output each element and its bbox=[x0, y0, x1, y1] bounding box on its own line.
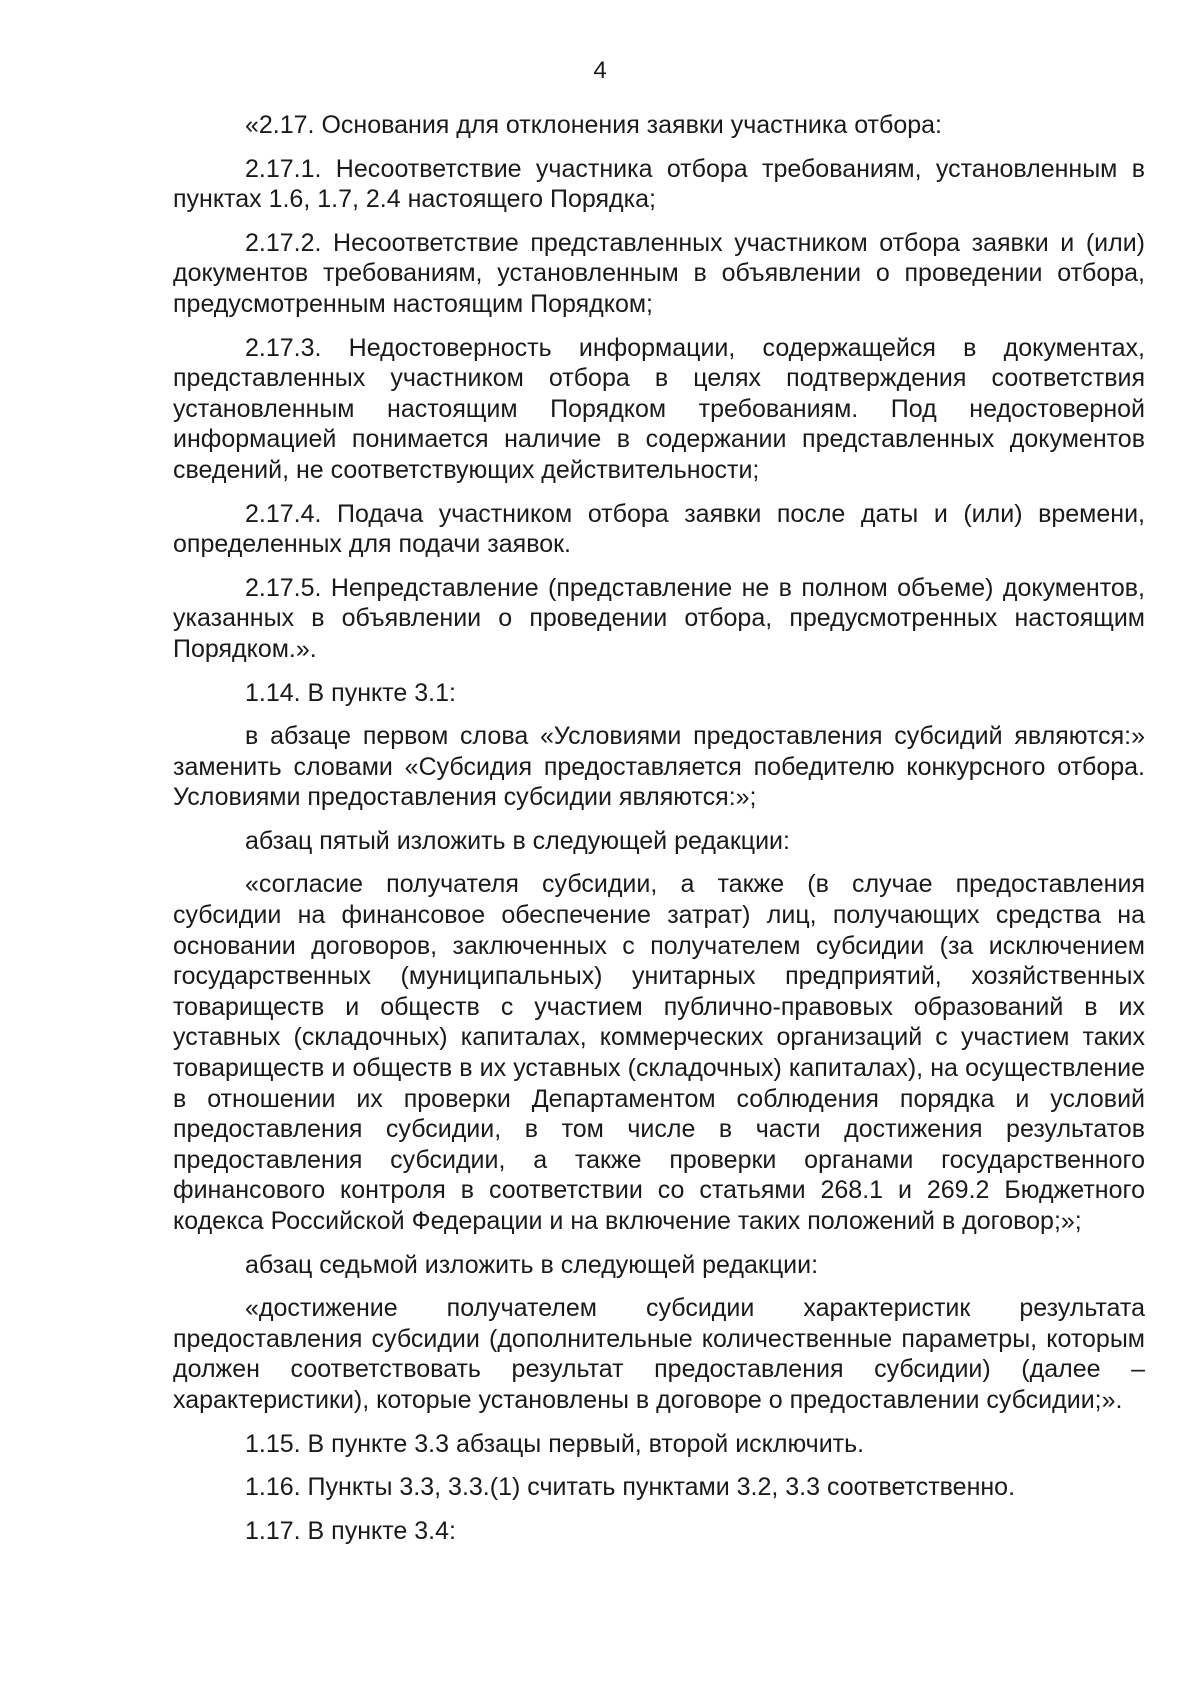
paragraph-1-15: 1.15. В пункте 3.3 абзацы первый, второй исключить. bbox=[245, 1429, 865, 1458]
paragraph-1-14: 1.14. В пункте 3.1: bbox=[245, 678, 456, 707]
paragraph-abzac-5-intro: абзац пятый изложить в следующей редакции: bbox=[245, 826, 790, 855]
paragraph-1-14-first-abzac: в абзаце первом слова «Условиями предоставления субсидий являются:» заменить словами «Субсидия предоставляется победителю конкурсного отбора. Условиями предоставления субсидии являются:»; bbox=[173, 722, 1145, 812]
paragraph-1-16: 1.16. Пункты 3.3, 3.3.(1) считать пунктами 3.2, 3.3 соответственно. bbox=[245, 1473, 1016, 1502]
paragraph-1-17: 1.17. В пункте 3.4: bbox=[245, 1516, 456, 1545]
document-body bbox=[173, 110, 1145, 1559]
paragraph-2-17-2: 2.17.2. Несоответствие представленных участником отбора заявки и (или) документов требованиям, установленным в объявлении о проведении отбора, предусмотренным настоящим Порядком; bbox=[173, 228, 1145, 318]
paragraph-abzac-7-intro: абзац седьмой изложить в следующей редакции: bbox=[245, 1250, 819, 1279]
paragraph-2-17-5: 2.17.5. Непредставление (представление не в полном объеме) документов, указанных в объявлении о проведении отбора, предусмотренных настоящим Порядком.». bbox=[173, 573, 1145, 663]
paragraph-abzac-7-text: «достижение получателем субсидии характеристик результата предоставления субсидии (дополнительные количественные параметры, которым должен соответствовать результат предоставления субсидии) (далее – характеристики), которые установлены в договоре о предоставлении субсидии;». bbox=[173, 1294, 1145, 1414]
paragraph-2-17-3: 2.17.3. Недостоверность информации, содержащейся в документах, представленных участником отбора в целях подтверждения соответствия установленным настоящим Порядком требованиям. Под недостоверной информацией понимается наличие в содержании представленных документов сведений, не соответствующих действительности; bbox=[173, 333, 1145, 484]
paragraph-2-17-1: 2.17.1. Несоответствие участника отбора требованиям, установленным в пунктах 1.6, 1.7, 2.4 настоящего Порядка; bbox=[173, 154, 1145, 214]
paragraph-abzac-5-text: «согласие получателя субсидии, а также (в случае предоставления субсидии на финансовое обеспечение затрат) лиц, получающих средства на основании договоров, заключенных с получателем субсидии (за исключением государственных (муниципальных) унитарных предприятий, хозяйственных товариществ и обществ с участием публично-правовых образований в их уставных (складочных) капиталах, коммерческих организаций с участием таких товариществ и обществ в их уставных (складочных) капиталах), на осуществление в отношении их проверки Департаментом соблюдения порядка и условий предоставления субсидии, в том числе в части достижения результатов предоставления субсидии, а также проверки органами государственного финансового контроля в соответствии со статьями 268.1 и 269.2 Бюджетного кодекса Российской Федерации и на включение таких положений в договор;»; bbox=[173, 870, 1145, 1235]
paragraph-2-17-4: 2.17.4. Подача участником отбора заявки после даты и (или) времени, определенных для подачи заявок. bbox=[173, 499, 1145, 559]
page-number: 4 bbox=[593, 57, 607, 84]
paragraph-2-17-heading: «2.17. Основания для отклонения заявки участника отбора: bbox=[245, 111, 942, 139]
